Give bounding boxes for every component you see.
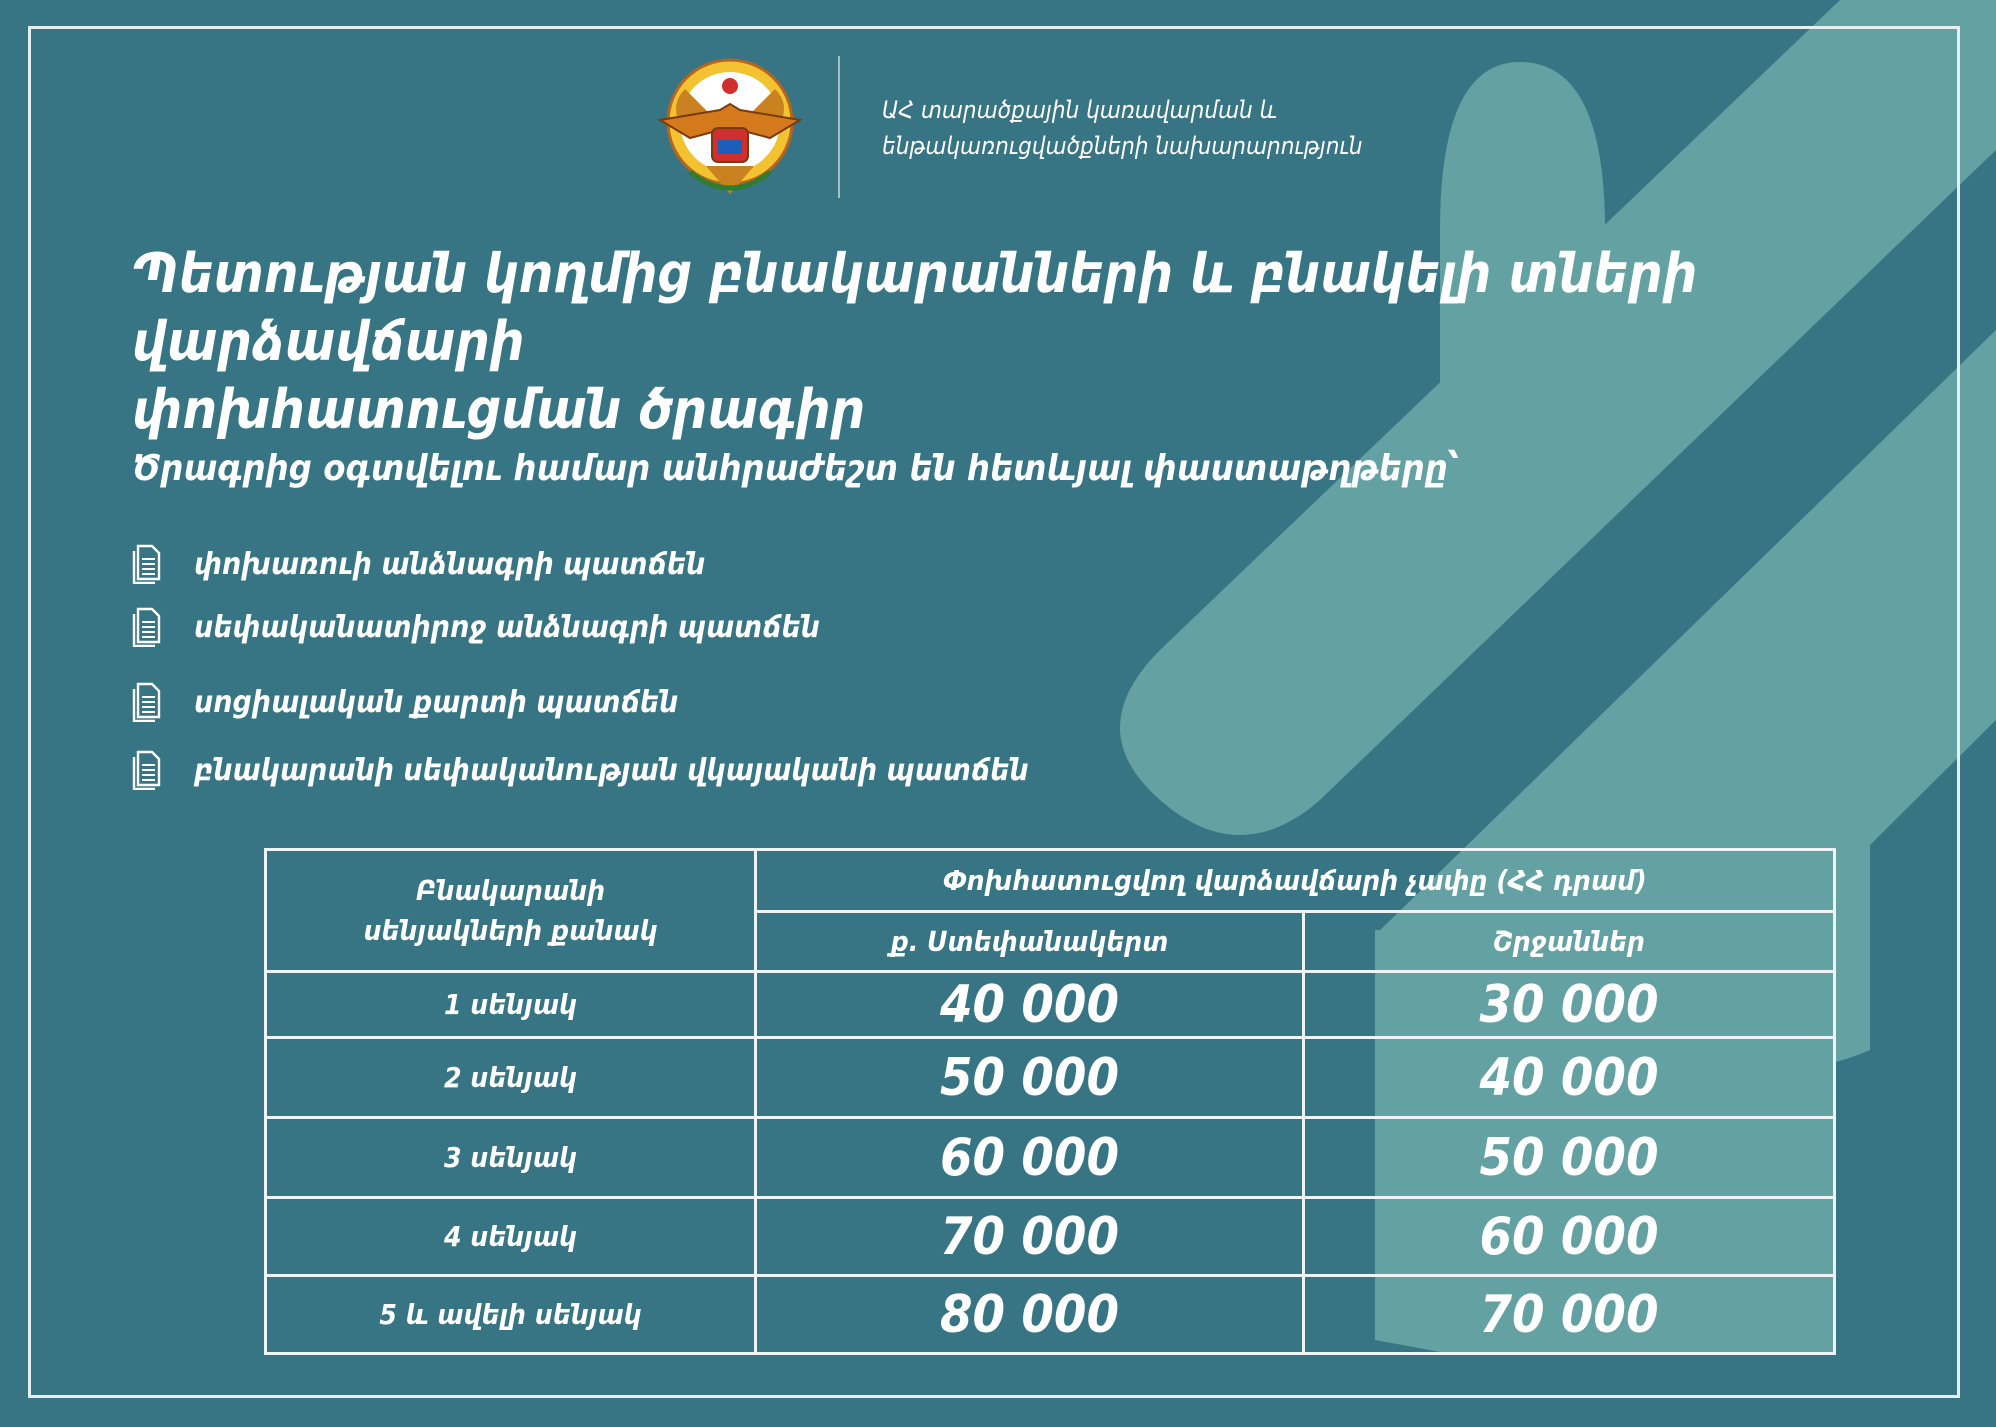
header-stepanakert: ք. Ստեփանակերտ [756,912,1304,972]
ministry-name [882,92,1442,164]
table-row [266,1198,1835,1276]
table-row [266,1118,1835,1198]
document-icon [132,607,162,647]
stepanakert-amount: 60 000 [756,1118,1304,1198]
stepanakert-amount: 50 000 [756,1038,1304,1118]
title-line-2: փոխհատուցման ծրագիր [132,378,866,441]
table-row [266,1038,1835,1118]
title-line-1: Պետության կողմից բնակարանների և բնակելի տների վարձավճարի [132,242,1698,373]
required-documents-heading: Ծրագրից օգտվելու համար անհրաժեշտ են հետևյալ փաստաթղթերը՝ [132,448,1460,489]
regions-amount: 60 000 [1304,1198,1835,1276]
regions-amount: 30 000 [1304,972,1835,1038]
document-label: բնակարանի սեփականության վկայականի պատճեն [194,752,1029,788]
document-label: փոխառուի անձնագրի պատճեն [194,546,706,582]
ministry-line-1: ԱՀ տարածքային կառավարման և [882,96,1278,124]
header-divider [838,56,840,198]
rooms-cell: 1 սենյակ [266,972,756,1038]
document-item [132,605,1132,649]
regions-amount: 40 000 [1304,1038,1835,1118]
table-row [266,972,1835,1038]
table-header-row [266,850,1835,912]
header-compensation-amount: Փոխհատուցվող վարձավճարի չափը (ՀՀ դրամ) [756,850,1835,912]
table-row [266,1276,1835,1354]
header-regions: Շրջաններ [1304,912,1835,972]
stepanakert-amount: 80 000 [756,1276,1304,1354]
document-item [132,680,1132,724]
rooms-cell: 2 սենյակ [266,1038,756,1118]
compensation-table [264,848,1836,1355]
document-icon [132,682,162,722]
rooms-cell: 5 և ավելի սենյակ [266,1276,756,1354]
document-label: սեփականատիրոջ անձնագրի պատճեն [194,609,820,645]
document-icon [132,544,162,584]
stepanakert-amount: 40 000 [756,972,1304,1038]
document-label: սոցիալական քարտի պատճեն [194,684,679,720]
rooms-cell: 3 սենյակ [266,1118,756,1198]
header-rooms-count: Բնակարանի սենյակների քանակ [266,850,756,972]
ministry-line-2: ենթակառուցվածքների նախարարություն [882,132,1363,160]
document-item [132,542,1132,586]
stepanakert-amount: 70 000 [756,1198,1304,1276]
page-title [132,240,1892,444]
regions-amount: 70 000 [1304,1276,1835,1354]
regions-amount: 50 000 [1304,1118,1835,1198]
document-item [132,748,1132,792]
document-icon [132,750,162,790]
coat-of-arms-emblem [650,54,810,204]
rooms-cell: 4 սենյակ [266,1198,756,1276]
